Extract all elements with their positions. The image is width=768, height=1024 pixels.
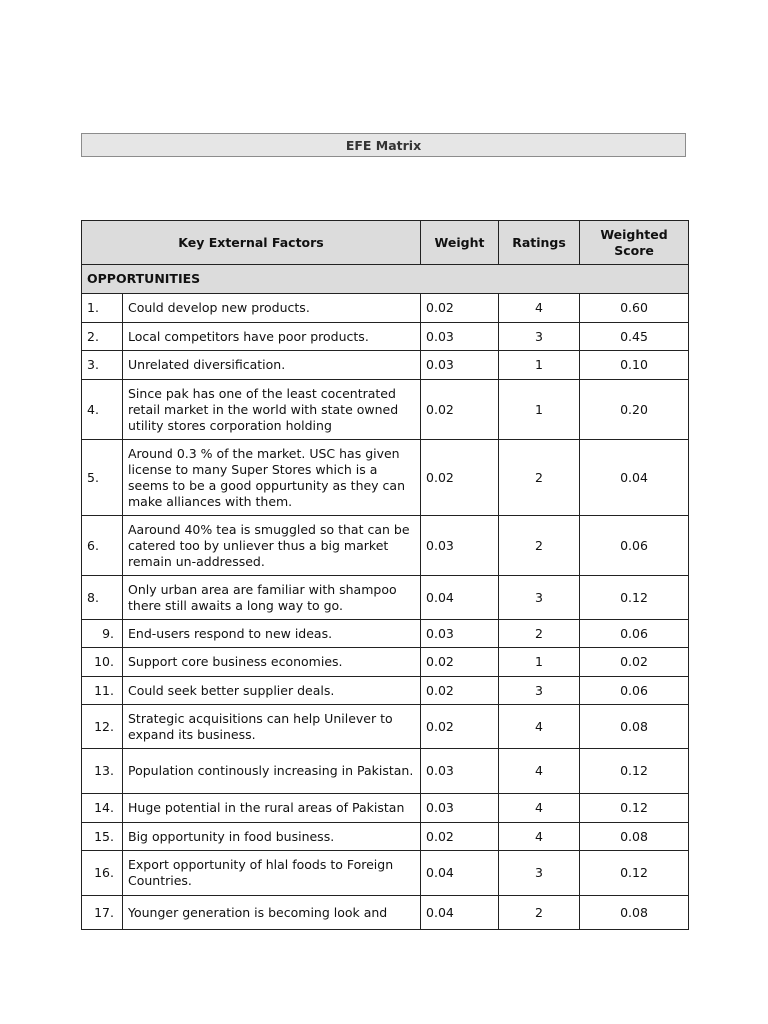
table-row [82, 323, 689, 351]
row-number: 14. [82, 794, 123, 823]
row-number: 8. [82, 576, 123, 620]
row-weight: 0.03 [421, 749, 499, 794]
row-rating: 3 [499, 677, 580, 705]
matrix-title: EFE Matrix [81, 133, 686, 157]
row-weighted-score: 0.45 [580, 323, 689, 351]
row-factor: Big opportunity in food business. [123, 823, 421, 851]
table-row [82, 823, 689, 851]
row-number: 2. [82, 323, 123, 351]
row-number: 4. [82, 380, 123, 440]
row-factor: Around 0.3 % of the market. USC has given license to many Super Stores which is a seems to be a good oppurtunity as they can make alliances with them. [123, 440, 421, 516]
table-header-row [82, 221, 689, 265]
row-rating: 3 [499, 576, 580, 620]
section-opportunities: OPPORTUNITIES [82, 265, 689, 294]
row-rating: 3 [499, 323, 580, 351]
row-weighted-score: 0.60 [580, 294, 689, 323]
row-factor: Younger generation is becoming look and [123, 896, 421, 930]
row-weight: 0.04 [421, 851, 499, 896]
row-rating: 4 [499, 794, 580, 823]
table-row [82, 620, 689, 648]
efe-matrix-table [81, 220, 689, 930]
row-weight: 0.02 [421, 823, 499, 851]
row-weighted-score: 0.08 [580, 823, 689, 851]
row-weight: 0.03 [421, 516, 499, 576]
row-weighted-score: 0.10 [580, 351, 689, 380]
row-number: 11. [82, 677, 123, 705]
row-rating: 4 [499, 705, 580, 749]
row-factor: Support core business economies. [123, 648, 421, 677]
table-row [82, 351, 689, 380]
row-rating: 4 [499, 294, 580, 323]
row-weighted-score: 0.04 [580, 440, 689, 516]
row-weighted-score: 0.08 [580, 705, 689, 749]
table-row [82, 705, 689, 749]
row-rating: 2 [499, 516, 580, 576]
row-weight: 0.02 [421, 294, 499, 323]
row-weight: 0.04 [421, 896, 499, 930]
row-factor: Could develop new products. [123, 294, 421, 323]
row-weight: 0.03 [421, 794, 499, 823]
row-weight: 0.04 [421, 576, 499, 620]
row-weighted-score: 0.02 [580, 648, 689, 677]
row-factor: Population continously increasing in Pakistan. [123, 749, 421, 794]
row-weight: 0.02 [421, 705, 499, 749]
row-number: 13. [82, 749, 123, 794]
row-weight: 0.03 [421, 323, 499, 351]
row-factor: Export opportunity of hlal foods to Foreign Countries. [123, 851, 421, 896]
table-row [82, 516, 689, 576]
row-rating: 4 [499, 823, 580, 851]
table-row [82, 749, 689, 794]
row-weighted-score: 0.08 [580, 896, 689, 930]
row-factor: Local competitors have poor products. [123, 323, 421, 351]
row-number: 1. [82, 294, 123, 323]
header-key-external-factors: Key External Factors [82, 221, 421, 265]
row-weight: 0.03 [421, 620, 499, 648]
row-number: 3. [82, 351, 123, 380]
row-number: 15. [82, 823, 123, 851]
table-row [82, 440, 689, 516]
row-factor: Only urban area are familiar with shampoo there still awaits a long way to go. [123, 576, 421, 620]
row-rating: 1 [499, 380, 580, 440]
row-rating: 2 [499, 440, 580, 516]
row-rating: 1 [499, 351, 580, 380]
table-row [82, 576, 689, 620]
section-row [82, 265, 689, 294]
row-factor: End-users respond to new ideas. [123, 620, 421, 648]
row-rating: 1 [499, 648, 580, 677]
row-factor: Aaround 40% tea is smuggled so that can be catered too by unliever thus a big market remain un-addressed. [123, 516, 421, 576]
table-row [82, 380, 689, 440]
header-weight: Weight [421, 221, 499, 265]
table-row [82, 294, 689, 323]
row-number: 5. [82, 440, 123, 516]
table-row [82, 851, 689, 896]
row-weighted-score: 0.12 [580, 851, 689, 896]
row-number: 10. [82, 648, 123, 677]
row-weight: 0.03 [421, 351, 499, 380]
row-weight: 0.02 [421, 380, 499, 440]
table-row [82, 648, 689, 677]
row-factor: Could seek better supplier deals. [123, 677, 421, 705]
table-row [82, 896, 689, 930]
row-weighted-score: 0.06 [580, 677, 689, 705]
row-weight: 0.02 [421, 677, 499, 705]
row-weight: 0.02 [421, 648, 499, 677]
row-factor: Huge potential in the rural areas of Pakistan [123, 794, 421, 823]
row-number: 12. [82, 705, 123, 749]
header-ratings: Ratings [499, 221, 580, 265]
row-factor: Strategic acquisitions can help Unilever to expand its business. [123, 705, 421, 749]
row-number: 17. [82, 896, 123, 930]
table-row [82, 677, 689, 705]
row-rating: 2 [499, 620, 580, 648]
row-number: 16. [82, 851, 123, 896]
row-weighted-score: 0.06 [580, 620, 689, 648]
header-weighted-score: Weighted Score [580, 221, 689, 265]
row-weighted-score: 0.12 [580, 576, 689, 620]
row-rating: 4 [499, 749, 580, 794]
table-row [82, 794, 689, 823]
row-number: 9. [82, 620, 123, 648]
row-rating: 3 [499, 851, 580, 896]
row-rating: 2 [499, 896, 580, 930]
row-number: 6. [82, 516, 123, 576]
row-weighted-score: 0.20 [580, 380, 689, 440]
row-weight: 0.02 [421, 440, 499, 516]
row-weighted-score: 0.12 [580, 794, 689, 823]
row-factor: Since pak has one of the least cocentrated retail market in the world with state owned utility stores corporation holding [123, 380, 421, 440]
row-weighted-score: 0.12 [580, 749, 689, 794]
row-factor: Unrelated diversification. [123, 351, 421, 380]
row-weighted-score: 0.06 [580, 516, 689, 576]
